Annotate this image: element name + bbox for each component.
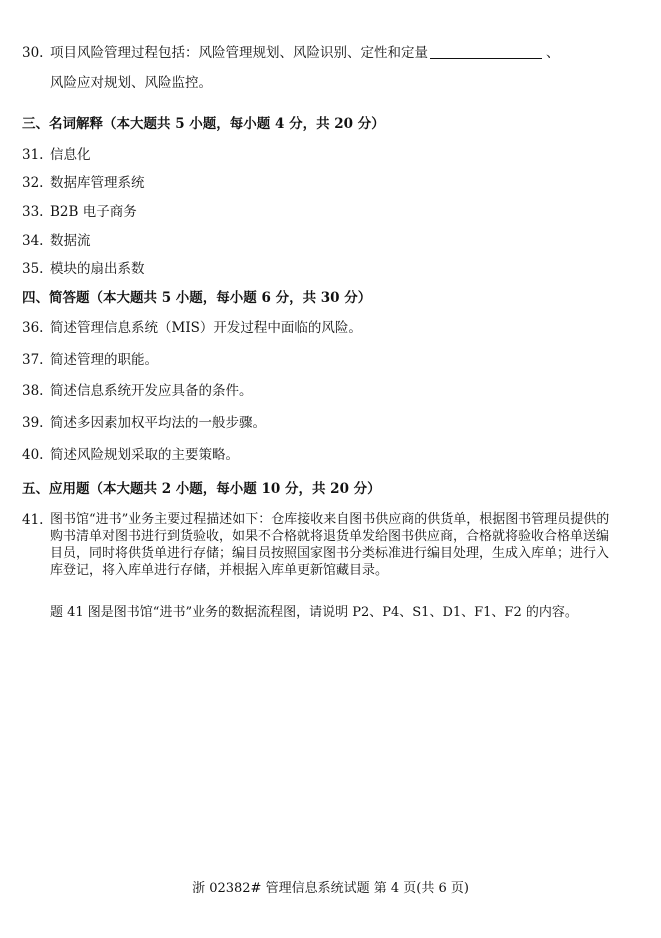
question-30-continued: 风险应对规划、风险监控。 xyxy=(50,75,212,91)
question-37 xyxy=(22,351,158,369)
question-text: 模块的扇出系数 xyxy=(50,261,145,277)
question-31 xyxy=(22,146,91,164)
question-30 xyxy=(22,44,560,62)
question-41-instruction: 题 41 图是图书馆“进书”业务的数据流程图，请说明 P2、P4、S1、D1、F1、F2 的内容。 xyxy=(50,605,578,620)
question-number: 33. xyxy=(22,204,44,220)
answer-blank xyxy=(430,58,542,59)
question-36 xyxy=(22,319,362,337)
question-text: 简述风险规划采取的主要策略。 xyxy=(50,447,239,463)
question-35 xyxy=(22,260,145,278)
question-text: 项目风险管理过程包括：风险管理规划、风险识别、定性和定量 xyxy=(50,45,428,61)
question-number: 38. xyxy=(22,383,44,399)
question-40 xyxy=(22,446,239,464)
question-number: 30. xyxy=(22,45,44,61)
question-text: 简述多因素加权平均法的一般步骤。 xyxy=(50,415,266,431)
page-footer: 浙 02382# 管理信息系统试题 第 4 页(共 6 页) xyxy=(192,881,469,896)
section-heading-3: 三、名词解释（本大题共 5 小题，每小题 4 分，共 20 分） xyxy=(22,116,385,132)
question-number: 31. xyxy=(22,147,44,163)
question-number: 39. xyxy=(22,415,44,431)
question-text: 简述管理信息系统（MIS）开发过程中面临的风险。 xyxy=(50,320,362,336)
question-32 xyxy=(22,174,145,192)
question-text: 简述信息系统开发应具备的条件。 xyxy=(50,383,253,399)
section-heading-5: 五、应用题（本大题共 2 小题，每小题 10 分，共 20 分） xyxy=(22,481,381,497)
question-text: 简述管理的职能。 xyxy=(50,352,158,368)
question-number: 36. xyxy=(22,320,44,336)
question-41-number: 41. xyxy=(22,512,44,528)
question-number: 37. xyxy=(22,352,44,368)
question-41-description: 图书馆“进书”业务主要过程描述如下：仓库接收来自图书供应商的供货单，根据图书管理员提供的购书清单对图书进行到货验收，如果不合格就将退货单发给图书供应商，合格就将验收合格单送编目员，同时将供货单进行存储；编目员按照国家图书分类标准进行编目处理，生成入库单；进行入库登记，将入库单进行存储，并根据入库单更新馆藏目录。 xyxy=(50,512,610,578)
section-heading-4: 四、简答题（本大题共 5 小题，每小题 6 分，共 30 分） xyxy=(22,290,372,306)
question-text: 数据流 xyxy=(50,233,91,249)
question-38 xyxy=(22,382,253,400)
question-text: B2B 电子商务 xyxy=(50,204,137,220)
question-number: 32. xyxy=(22,175,44,191)
question-number: 40. xyxy=(22,447,44,463)
question-number: 34. xyxy=(22,233,44,249)
question-text: 信息化 xyxy=(50,147,91,163)
question-number: 35. xyxy=(22,261,44,277)
question-33 xyxy=(22,203,137,221)
question-text: 数据库管理系统 xyxy=(50,175,145,191)
question-39 xyxy=(22,414,266,432)
question-text-end: 、 xyxy=(546,45,560,61)
question-34 xyxy=(22,232,91,250)
